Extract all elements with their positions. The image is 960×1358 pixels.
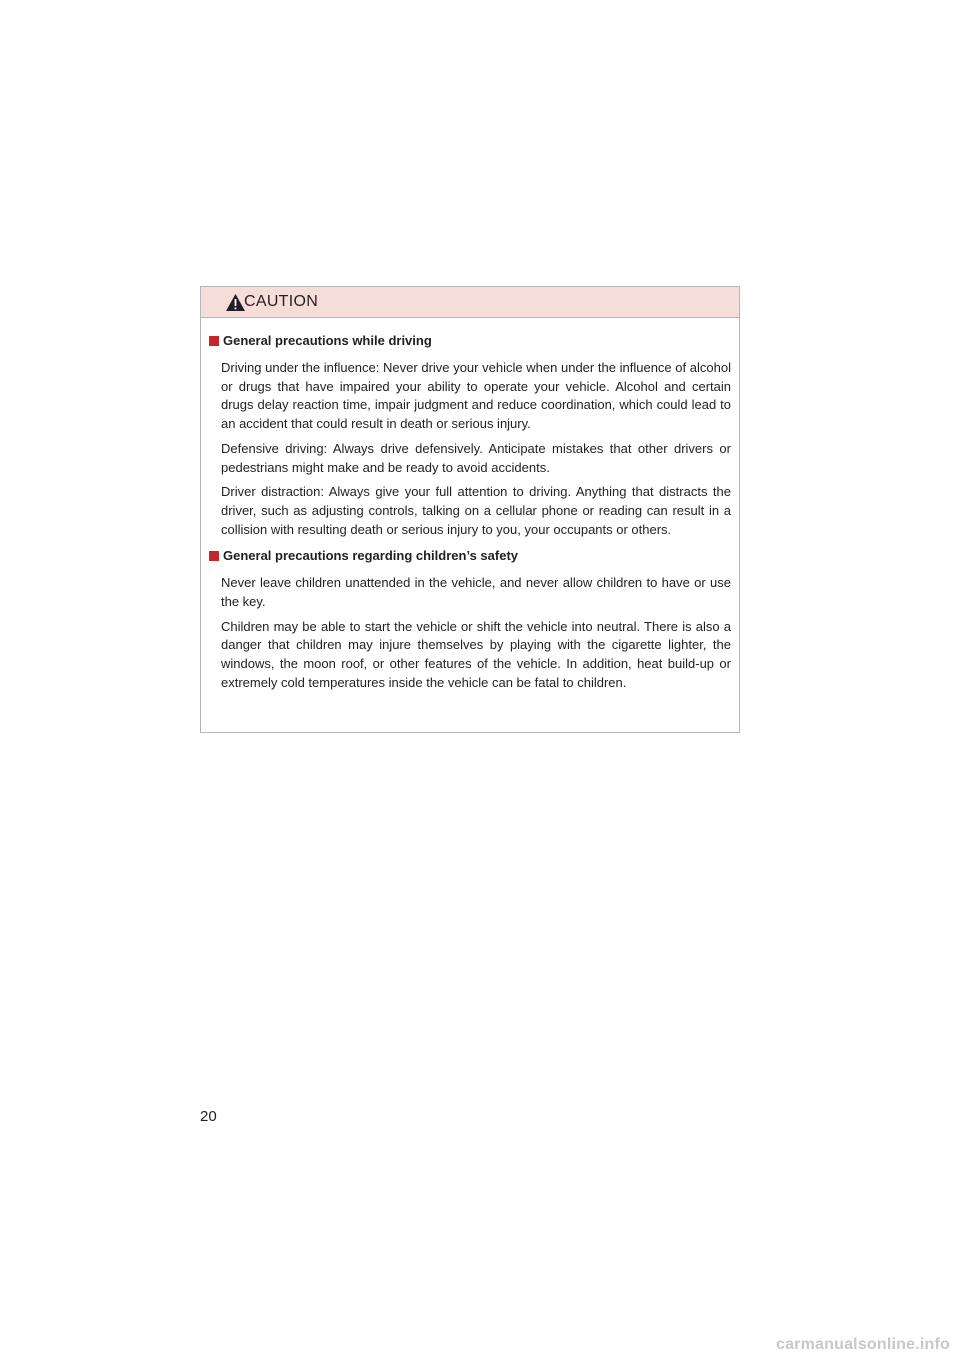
square-bullet-icon <box>209 551 219 561</box>
paragraph: Defensive driving: Always drive defensively. Anticipate mistakes that other drivers or pedestrians might make and be ready to avoid accidents. <box>221 440 731 475</box>
warning-triangle-icon <box>225 293 246 312</box>
caution-body <box>201 318 739 693</box>
page-number: 20 <box>200 1108 217 1125</box>
section-children-safety <box>209 547 731 692</box>
square-bullet-icon <box>209 336 219 346</box>
section-driving-precautions <box>209 332 731 539</box>
caution-box <box>200 286 740 733</box>
caution-header <box>201 287 739 318</box>
section-heading-text: General precautions while driving <box>223 333 432 348</box>
section-heading-text: General precautions regarding children’s safety <box>223 548 519 564</box>
section-heading <box>209 332 731 350</box>
paragraph: Driving under the influence: Never drive your vehicle when under the influence of alcohol or drugs that have impaired your ability to operate your vehicle. Alcohol and certain drugs delay reaction time, impair judgment and reduce coordination, which could lead to an accident that could result in death or serious injury. <box>221 360 731 432</box>
caution-title: CAUTION <box>244 293 319 310</box>
watermark: carmanualsonline.info <box>775 1336 950 1353</box>
paragraph: Driver distraction: Always give your full attention to driving. Anything that distracts the driver, such as adjusting controls, talking on a cellular phone or reading can result in a collision with resulting death or serious injury to you, your occupants or others. <box>221 484 731 537</box>
paragraph: Children may be able to start the vehicle or shift the vehicle into neutral. There is also a danger that children may injure themselves by playing with the cigarette lighter, the windows, the moon roof, or other features of the vehicle. In addition, heat build-up or extremely cold temperatures inside the vehicle can be fatal to children. <box>221 618 731 690</box>
paragraph: Never leave children unattended in the vehicle, and never allow children to have or use the key. <box>221 575 731 610</box>
section-heading <box>209 547 731 565</box>
